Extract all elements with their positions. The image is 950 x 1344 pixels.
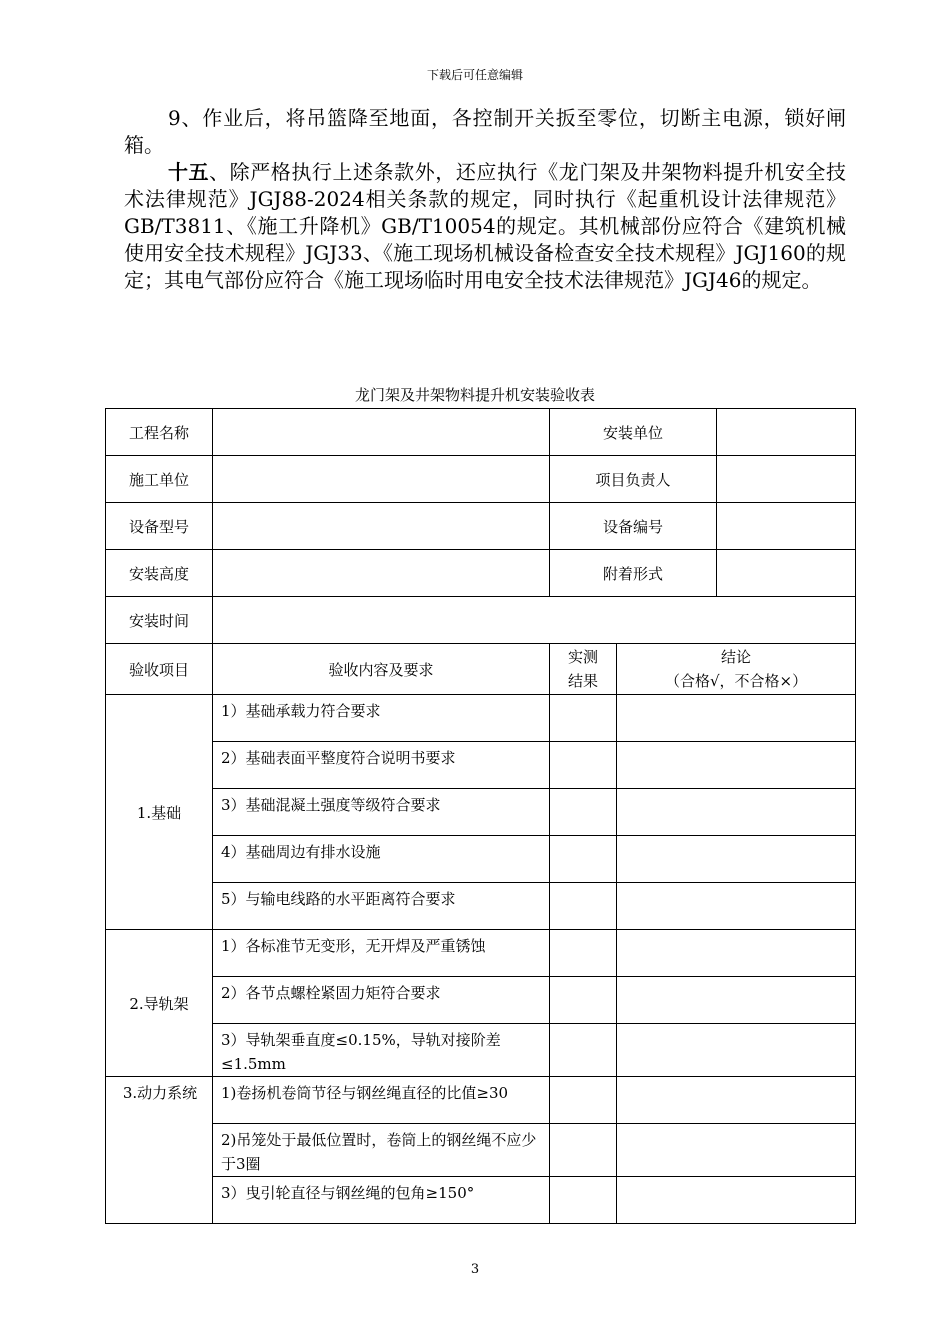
column-result-header xyxy=(550,644,617,695)
group-power-system-label: 3.动力系统 xyxy=(106,1077,213,1224)
info-row xyxy=(106,550,856,597)
result-cell[interactable] xyxy=(550,789,617,836)
conclusion-cell[interactable] xyxy=(617,977,856,1024)
conclusion-cell[interactable] xyxy=(617,883,856,930)
table-row xyxy=(106,742,856,789)
table-row xyxy=(106,1124,856,1177)
paragraph-15-lead: 十五 xyxy=(168,160,210,184)
construction-unit-label: 施工单位 xyxy=(106,456,213,503)
requirement-cell: 4）基础周边有排水设施 xyxy=(213,836,550,883)
result-cell[interactable] xyxy=(550,1024,617,1077)
result-cell[interactable] xyxy=(550,1177,617,1224)
column-conclusion-line1: 结论 xyxy=(721,648,752,666)
conclusion-cell[interactable] xyxy=(617,789,856,836)
page-header-note: 下载后可任意编辑 xyxy=(426,68,523,82)
requirement-cell: 1）基础承载力符合要求 xyxy=(213,695,550,742)
table-row xyxy=(106,1177,856,1224)
paragraph-15-rest: 、除严格执行上述条款外，还应执行《龙门架及井架物料提升机安全技术法律规范》JGJ88-2024相关条款的规定，同时执行《起重机设计法律规范》GB/T3811、《施工升降机》GB/T10054的规定。其机械部份应符合《建筑机械使用安全技术规程》JGJ33、《施工现场机械设备检查安全技术规程》JGJ160的规定；其电气部份应符合《施工现场临时用电安全技术法律规范》JGJ46的规定。 xyxy=(124,160,846,292)
result-cell[interactable] xyxy=(550,742,617,789)
page-number: 3 xyxy=(470,1262,480,1277)
requirement-cell: 5）与输电线路的水平距离符合要求 xyxy=(213,883,550,930)
result-cell[interactable] xyxy=(550,1124,617,1177)
table-row xyxy=(106,695,856,742)
project-name-label: 工程名称 xyxy=(106,409,213,456)
acceptance-table xyxy=(105,408,856,1224)
requirement-cell: 2）各节点螺栓紧固力矩符合要求 xyxy=(213,977,550,1024)
requirement-cell: 2）基础表面平整度符合说明书要求 xyxy=(213,742,550,789)
column-result-line1: 实测 xyxy=(567,648,598,666)
table-row xyxy=(106,836,856,883)
construction-unit-value[interactable] xyxy=(213,456,550,503)
result-cell[interactable] xyxy=(550,977,617,1024)
equipment-model-label: 设备型号 xyxy=(106,503,213,550)
table-row xyxy=(106,977,856,1024)
result-cell[interactable] xyxy=(550,1077,617,1124)
install-unit-value[interactable] xyxy=(717,409,856,456)
group-foundation-label: 1.基础 xyxy=(106,695,213,930)
equipment-model-value[interactable] xyxy=(213,503,550,550)
install-height-label: 安装高度 xyxy=(106,550,213,597)
project-name-value[interactable] xyxy=(213,409,550,456)
conclusion-cell[interactable] xyxy=(617,1077,856,1124)
column-conclusion-line2: （合格√，不合格×） xyxy=(664,672,808,690)
info-row xyxy=(106,409,856,456)
requirement-cell: 1）各标准节无变形，无开焊及严重锈蚀 xyxy=(213,930,550,977)
result-cell[interactable] xyxy=(550,695,617,742)
project-manager-label: 项目负责人 xyxy=(550,456,717,503)
result-cell[interactable] xyxy=(550,930,617,977)
install-time-value[interactable] xyxy=(213,597,856,644)
conclusion-cell[interactable] xyxy=(617,1177,856,1224)
table-row xyxy=(106,1024,856,1077)
attach-form-value[interactable] xyxy=(717,550,856,597)
install-time-label: 安装时间 xyxy=(106,597,213,644)
conclusion-cell[interactable] xyxy=(617,1124,856,1177)
requirement-cell: 3）导轨架垂直度≤0.15%，导轨对接阶差≤1.5mm xyxy=(213,1024,550,1077)
conclusion-cell[interactable] xyxy=(617,695,856,742)
group-guide-rail-label: 2.导轨架 xyxy=(106,930,213,1077)
table-row xyxy=(106,930,856,977)
column-item-header: 验收项目 xyxy=(106,644,213,695)
table-row xyxy=(106,789,856,836)
equipment-number-label: 设备编号 xyxy=(550,503,717,550)
equipment-number-value[interactable] xyxy=(717,503,856,550)
info-row xyxy=(106,456,856,503)
install-height-value[interactable] xyxy=(213,550,550,597)
attach-form-label: 附着形式 xyxy=(550,550,717,597)
conclusion-cell[interactable] xyxy=(617,930,856,977)
table-row xyxy=(106,1077,856,1124)
install-unit-label: 安装单位 xyxy=(550,409,717,456)
project-manager-value[interactable] xyxy=(717,456,856,503)
table-row xyxy=(106,883,856,930)
paragraph-9: 9、作业后，将吊篮降至地面，各控制开关扳至零位，切断主电源，锁好闸箱。 xyxy=(124,106,846,157)
requirement-cell: 3）曳引轮直径与钢丝绳的包角≥150° xyxy=(213,1177,550,1224)
column-content-header: 验收内容及要求 xyxy=(213,644,550,695)
info-row xyxy=(106,503,856,550)
column-header-row xyxy=(106,644,856,695)
result-cell[interactable] xyxy=(550,883,617,930)
requirement-cell: 2)吊笼处于最低位置时，卷筒上的钢丝绳不应少于3圈 xyxy=(213,1124,550,1177)
conclusion-cell[interactable] xyxy=(617,742,856,789)
column-conclusion-header xyxy=(617,644,856,695)
result-cell[interactable] xyxy=(550,836,617,883)
table-title: 龙门架及井架物料提升机安装验收表 xyxy=(354,386,595,404)
conclusion-cell[interactable] xyxy=(617,836,856,883)
paragraph-15 xyxy=(124,159,846,294)
requirement-cell: 1)卷扬机卷筒节径与钢丝绳直径的比值≥30 xyxy=(213,1077,550,1124)
info-row xyxy=(106,597,856,644)
body-text xyxy=(124,105,846,294)
conclusion-cell[interactable] xyxy=(617,1024,856,1077)
requirement-cell: 3）基础混凝土强度等级符合要求 xyxy=(213,789,550,836)
column-result-line2: 结果 xyxy=(567,672,598,690)
